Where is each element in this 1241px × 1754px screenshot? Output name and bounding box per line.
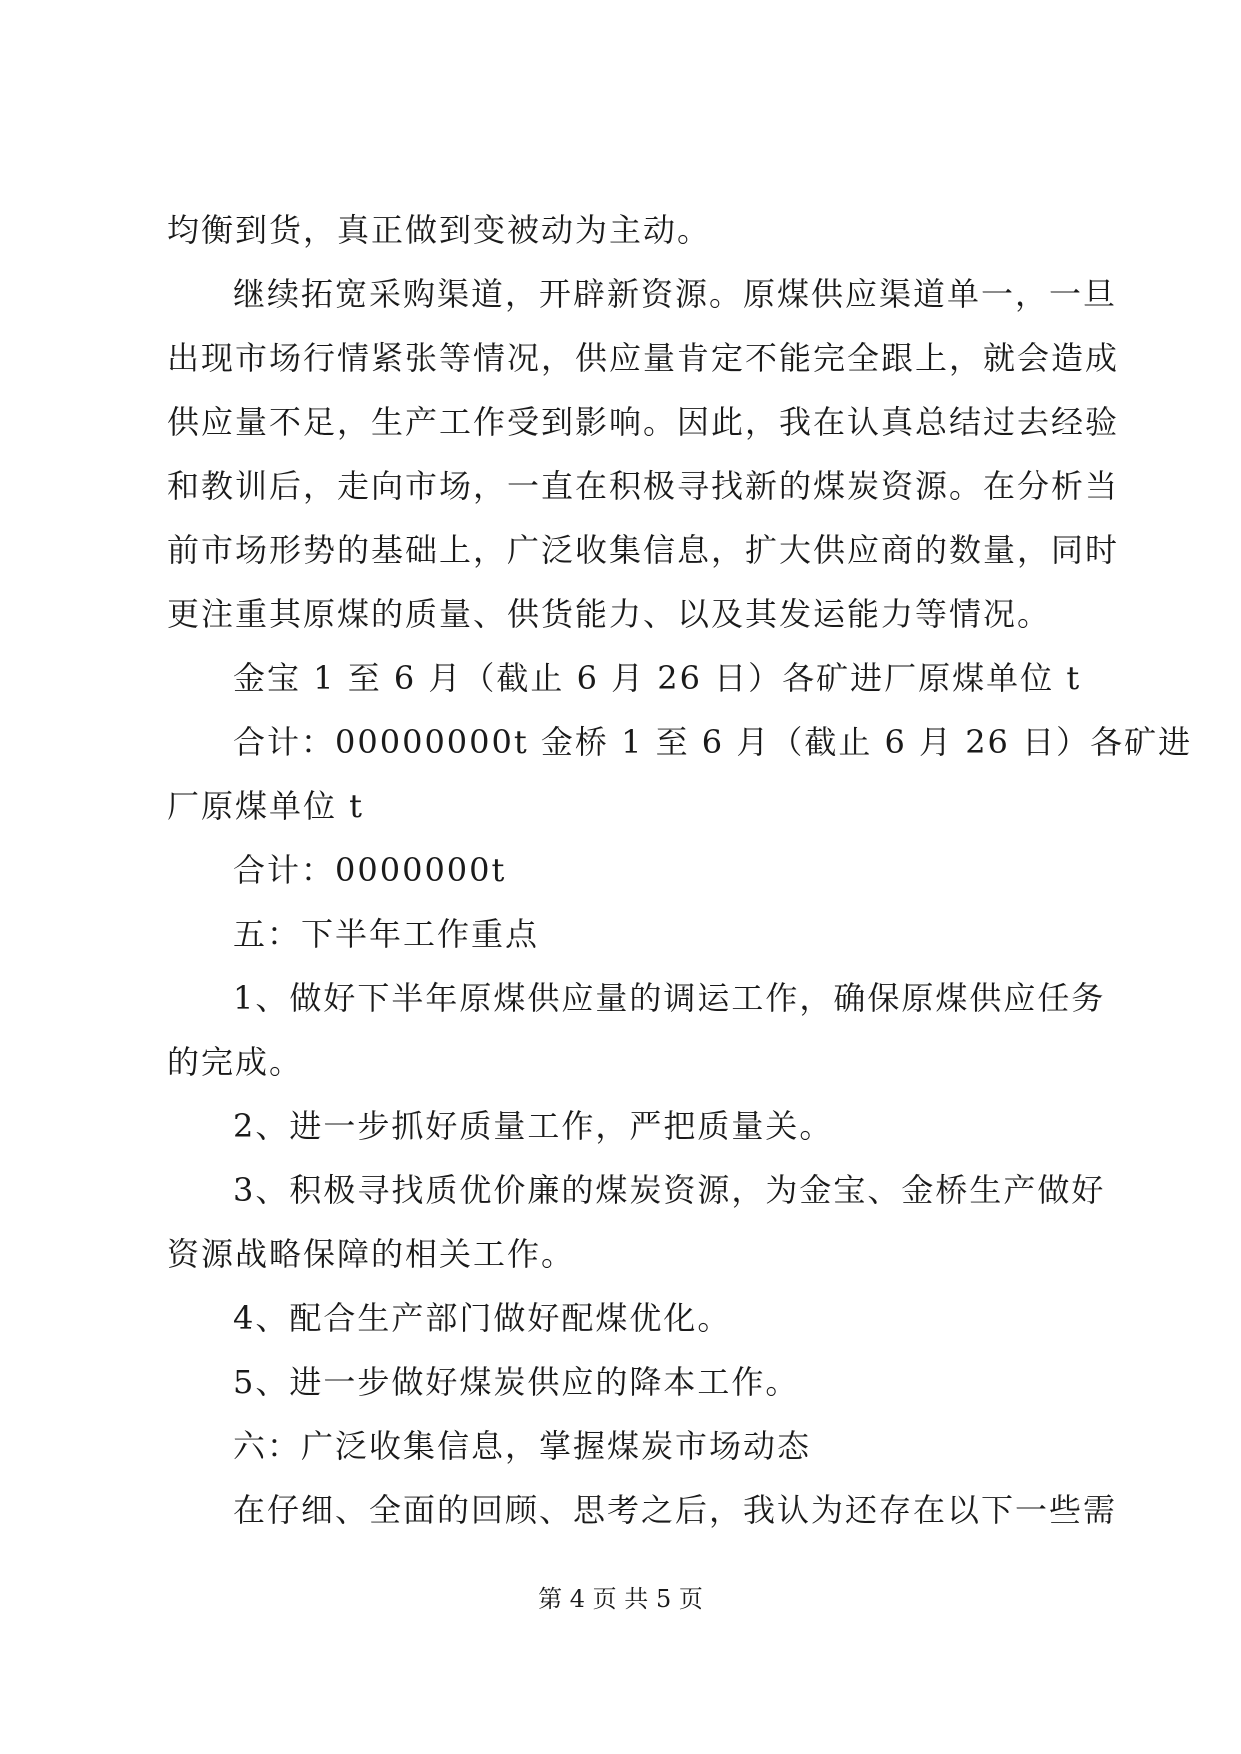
text-line: 1、做好下半年原煤供应量的调运工作，确保原煤供应任务 bbox=[233, 979, 1106, 1017]
section-heading: 五：下半年工作重点 bbox=[233, 915, 540, 953]
text-line: 均衡到货，真正做到变被动为主动。 bbox=[167, 211, 712, 249]
text-line: 2、进一步抓好质量工作，严把质量关。 bbox=[233, 1107, 834, 1145]
text-line: 供应量不足，生产工作受到影响。因此，我在认真总结过去经验 bbox=[167, 403, 1120, 441]
text-line: 合计：0000000t bbox=[233, 851, 507, 889]
text-line: 和教训后，走向市场，一直在积极寻找新的煤炭资源。在分析当 bbox=[167, 467, 1120, 505]
text-line: 出现市场行情紧张等情况，供应量肯定不能完全跟上，就会造成 bbox=[167, 339, 1120, 377]
document-body bbox=[167, 198, 1193, 1542]
text-line: 在仔细、全面的回顾、思考之后，我认为还存在以下一些需 bbox=[233, 1491, 1118, 1529]
text-line: 前市场形势的基础上，广泛收集信息，扩大供应商的数量，同时 bbox=[167, 531, 1120, 569]
page-number: 第 4 页 共 5 页 bbox=[538, 1585, 703, 1613]
text-line: 继续拓宽采购渠道，开辟新资源。原煤供应渠道单一，一旦 bbox=[233, 275, 1118, 313]
text-line: 厂原煤单位 t bbox=[167, 787, 365, 825]
text-line: 更注重其原煤的质量、供货能力、以及其发运能力等情况。 bbox=[167, 595, 1052, 633]
text-line: 3、积极寻找质优价廉的煤炭资源，为金宝、金桥生产做好 bbox=[233, 1171, 1106, 1209]
text-line: 资源战略保障的相关工作。 bbox=[167, 1235, 576, 1273]
text-line: 5、进一步做好煤炭供应的降本工作。 bbox=[233, 1363, 800, 1401]
text-line: 合计：00000000t 金桥 1 至 6 月（截止 6 月 26 日）各矿进 bbox=[233, 723, 1193, 761]
section-heading: 六：广泛收集信息，掌握煤炭市场动态 bbox=[233, 1427, 812, 1465]
text-line: 的完成。 bbox=[167, 1043, 304, 1081]
text-line: 4、配合生产部门做好配煤优化。 bbox=[233, 1299, 732, 1337]
page-footer bbox=[0, 1583, 1241, 1615]
text-line: 金宝 1 至 6 月（截止 6 月 26 日）各矿进厂原煤单位 t bbox=[233, 659, 1082, 697]
